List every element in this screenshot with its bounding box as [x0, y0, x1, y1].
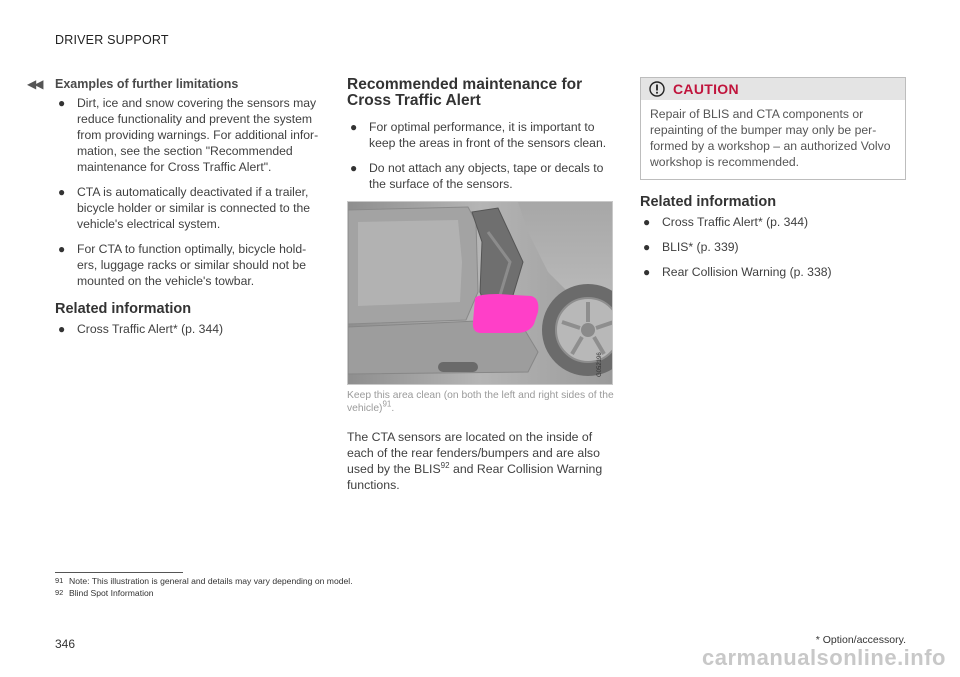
list-item: ● For CTA to function optimally, bicycle hold-ers, luggage racks or similar should not be mounted on the vehicle's towbar.	[58, 242, 307, 288]
bullet-icon: ●	[643, 215, 651, 229]
list-item: ● Do not attach any objects, tape or decals to the surface of the sensors.	[350, 161, 604, 191]
footnote: 91 Note: This illustration is general and details may vary depending on model.	[55, 576, 353, 586]
watermark: carmanualsonline.info	[702, 645, 946, 670]
page-title: Recommended maintenance for Cross Traffic Alert	[347, 76, 583, 109]
related-list	[55, 321, 320, 337]
page-number: 346	[55, 637, 76, 651]
column-left	[55, 77, 320, 346]
bullet-icon: ●	[643, 265, 651, 279]
figure-caption: Keep this area clean (on both the left and right sides of the vehicle)$^{91}$.	[347, 390, 614, 414]
related-link[interactable]: ● Cross Traffic Alert* (p. 344)	[643, 215, 809, 229]
list-item: ● CTA is automatically deactivated if a trailer, bicycle holder or similar is connected to the vehicle's electrical system.	[58, 185, 311, 231]
footnote-divider	[55, 572, 183, 573]
sensor-area-highlight	[473, 294, 538, 333]
footnote-ref[interactable]: 91	[382, 399, 392, 409]
caution-title: CAUTION	[673, 81, 739, 97]
rear-bumper-illustration	[347, 201, 613, 385]
limitations-list	[55, 95, 320, 289]
related-link[interactable]: ● BLIS* (p. 339)	[643, 240, 739, 254]
subheading-further-limitations: Examples of further limitations	[55, 77, 239, 91]
bullet-icon: ●	[58, 322, 66, 336]
bullet-icon: ●	[58, 242, 66, 256]
caution-box	[640, 77, 906, 180]
related-list	[640, 214, 906, 280]
related-link[interactable]: ● Rear Collision Warning (p. 338)	[643, 265, 832, 279]
figure-code: G052196	[597, 352, 603, 377]
section-header: DRIVER SUPPORT	[55, 33, 169, 47]
caution-header	[641, 78, 905, 100]
maintenance-list	[347, 119, 615, 192]
option-accessory-note: * Option/accessory.	[815, 634, 906, 646]
exclamation-circle-icon	[649, 81, 665, 97]
list-item: ● Dirt, ice and snow covering the sensors may reduce functionality and prevent the system from providing warnings. For additional infor-mation, see the section "Recommended maintenance for Cross Traffic Alert".	[58, 96, 319, 174]
bullet-icon: ●	[58, 185, 66, 199]
car-rear-illustration	[348, 202, 612, 384]
sensor-location-paragraph: The CTA sensors are located on the inside of each of the rear fenders/bumpers and are also used by the BLIS$^{92}$ and Rear Collision Warning functions.	[347, 430, 603, 492]
related-link[interactable]: ● Cross Traffic Alert* (p. 344)	[58, 322, 224, 336]
related-information-heading: Related information	[55, 301, 192, 317]
footnote: 92 Blind Spot Information	[55, 588, 154, 598]
related-information-heading: Related information	[640, 194, 777, 210]
footnote-ref[interactable]: 92	[440, 460, 450, 470]
bullet-icon: ●	[350, 120, 358, 134]
bullet-icon: ●	[643, 240, 651, 254]
list-item: ● For optimal performance, it is important to keep the areas in front of the sensors clean.	[350, 120, 607, 150]
column-middle	[347, 77, 615, 493]
column-right	[640, 77, 906, 289]
bullet-icon: ●	[350, 161, 358, 175]
continued-arrow-icon: ◀◀	[27, 77, 42, 91]
bullet-icon: ●	[58, 96, 66, 110]
caution-text: Repair of BLIS and CTA components or repainting of the bumper may only be per-formed by a workshop – an authorized Volvo workshop is recommended.	[650, 107, 891, 169]
